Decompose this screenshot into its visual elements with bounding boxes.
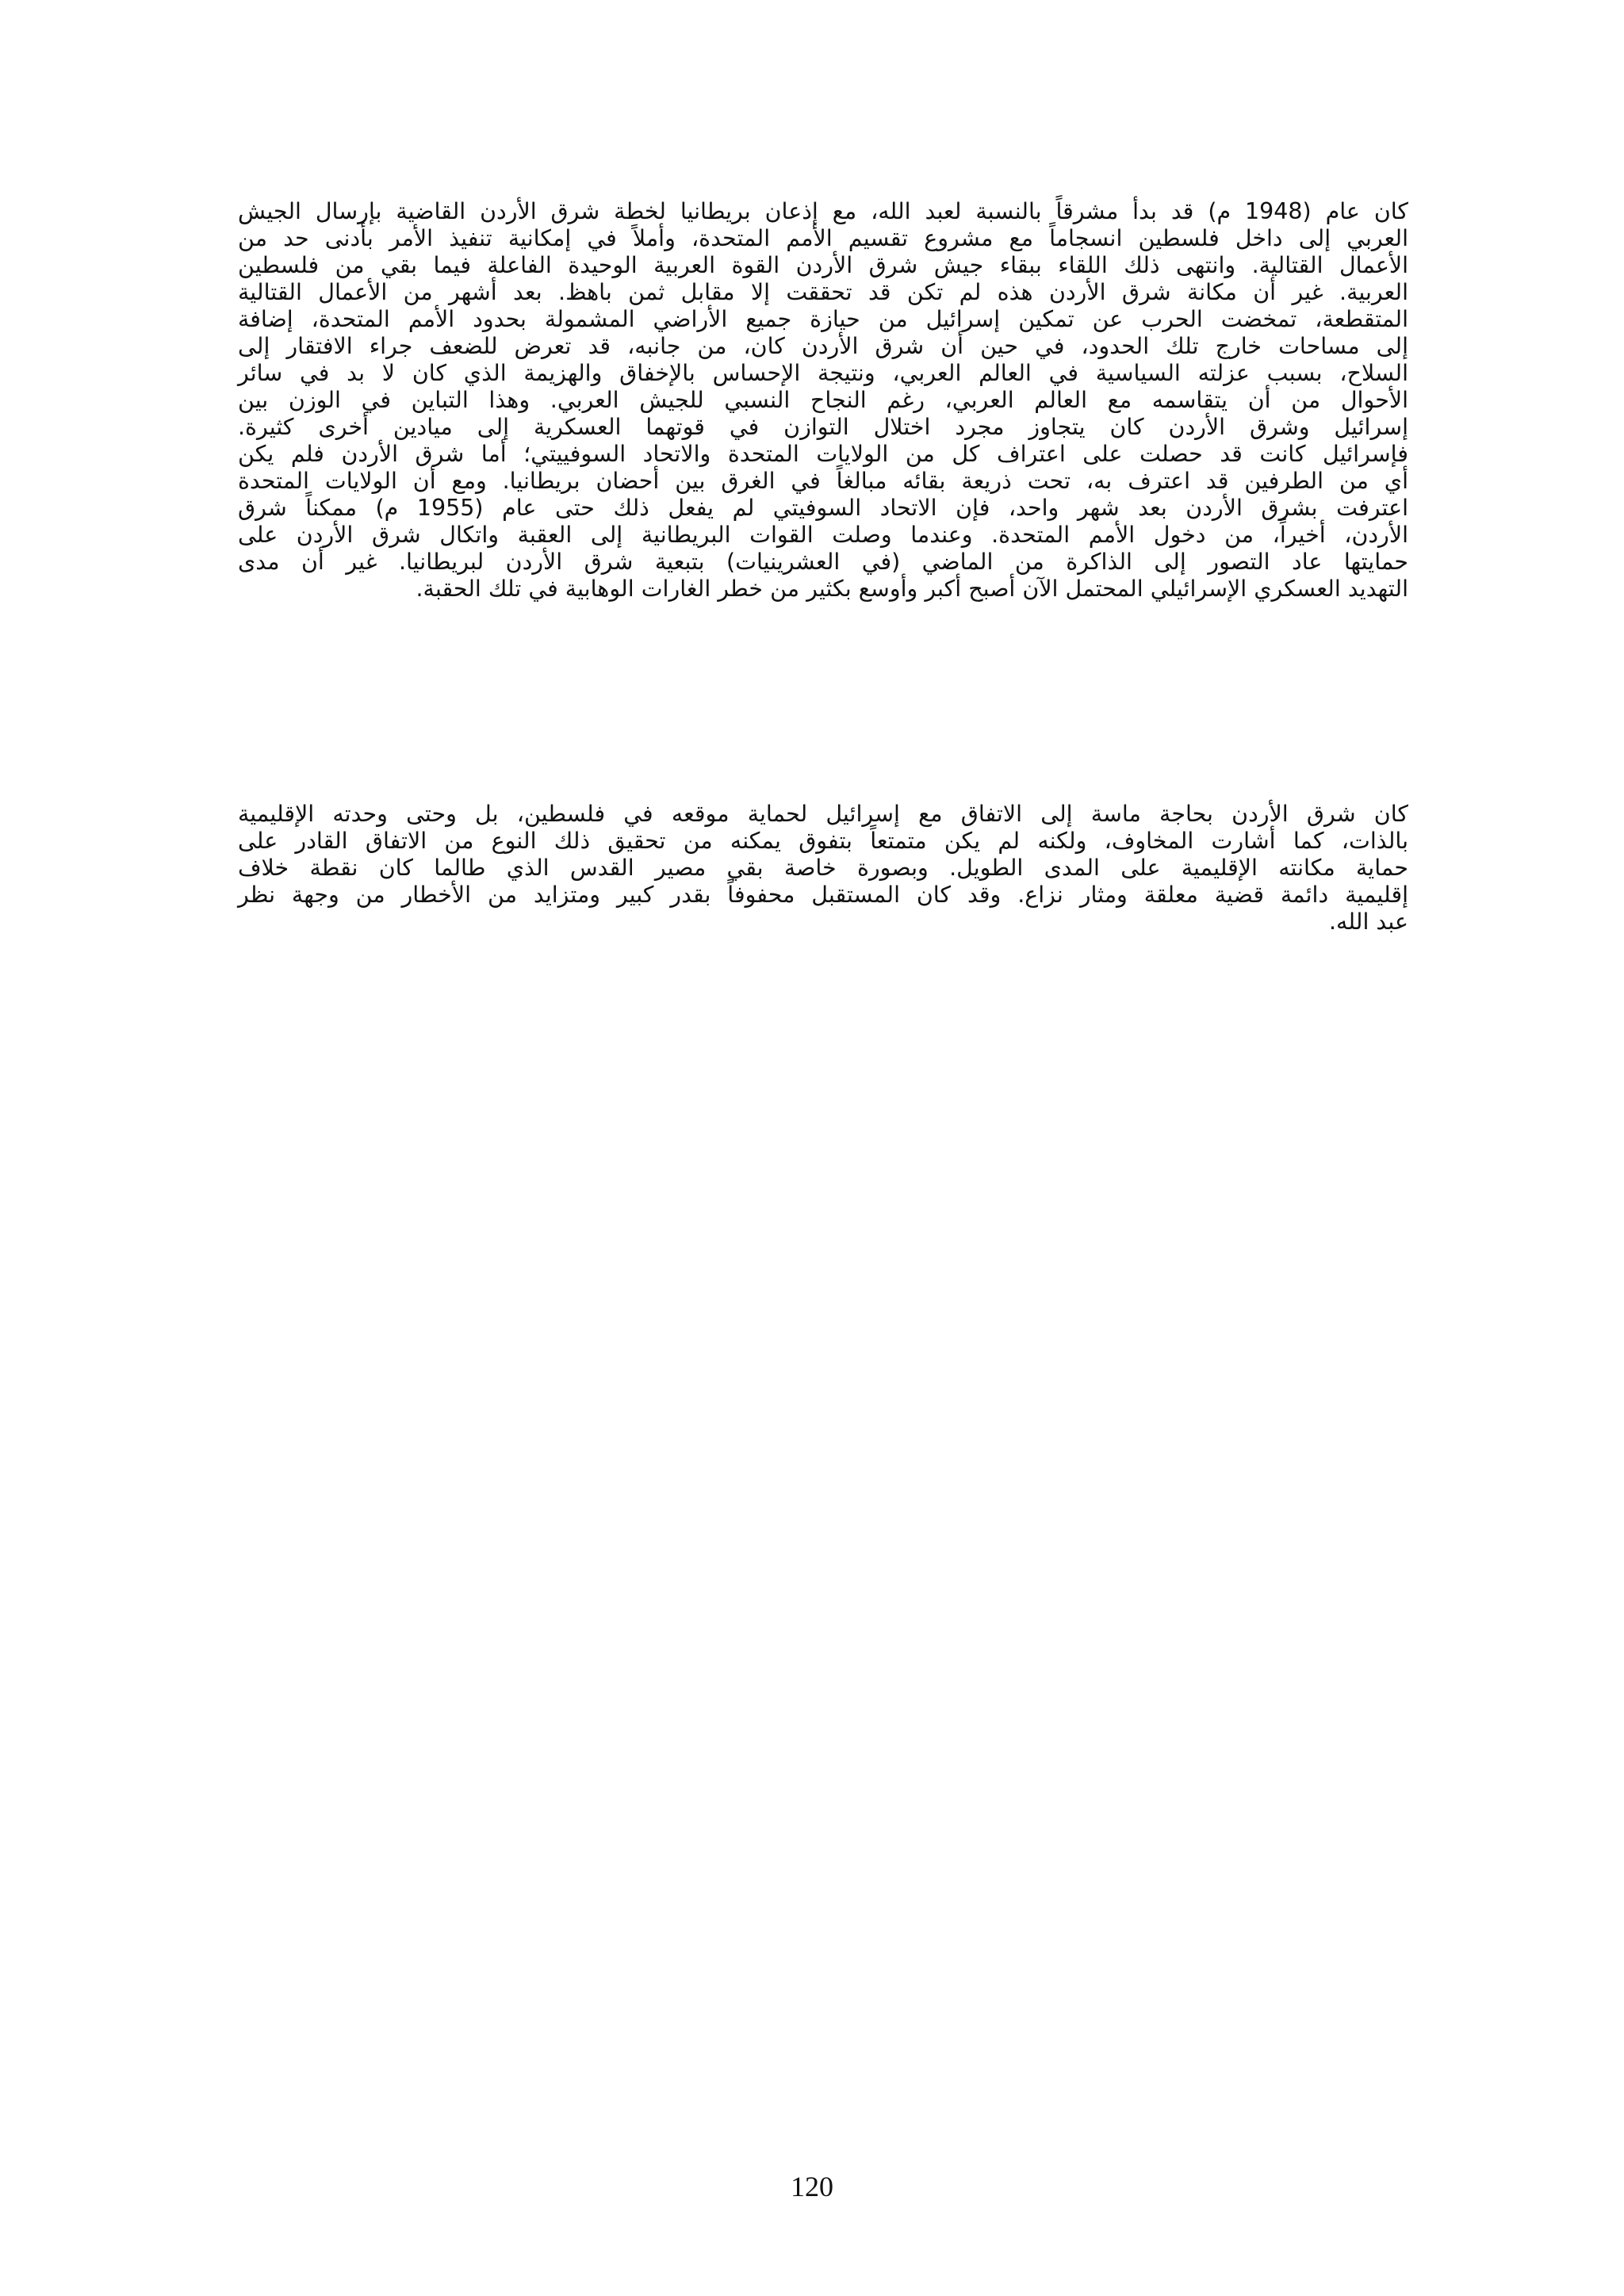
paragraph-line: الأحوال من أن يتقاسمه مع العالم العربي، رغم النجاح النسبي للجيش العربي. وهذا التباين في الوزن بين: [238, 387, 1408, 413]
paragraph-line: الأردن، أخيراً، من دخول الأمم المتحدة. وعندما وصلت القوات البريطانية إلى العقبة واتكال شرق الأردن على: [238, 522, 1408, 548]
paragraph-line: العربية. غير أن مكانة شرق الأردن هذه لم تكن قد تحققت إلا مقابل ثمن باهظ. بعد أشهر من الأعمال القتالية: [238, 279, 1408, 305]
paragraph-line: إسرائيل وشرق الأردن كان يتجاوز مجرد اختلال التوازن في قوتهما العسكرية إلى ميادين أخرى كثيرة.: [238, 414, 1408, 440]
page-number: 120: [791, 2171, 833, 2202]
paragraph-line: إقليمية دائمة قضية معلقة ومثار نزاع. وقد كان المستقبل محفوفاً بقدر كبير ومتزايد من الأخطار من وجهة نظر: [238, 882, 1408, 908]
body-paragraph-2: [238, 801, 1408, 936]
paragraph-line: حماية مكانته الإقليمية على المدى الطويل. وبصورة خاصة بقي مصير القدس الذي طالما كان نقطة خلاف: [238, 855, 1408, 881]
body-paragraph-1: [238, 198, 1408, 603]
paragraph-line: إلى مساحات خارج تلك الحدود، في حين أن شرق الأردن كان، من جانبه، قد تعرض للضعف جراء الافتقار إلى: [238, 333, 1408, 359]
paragraph-line: كان شرق الأردن بحاجة ماسة إلى الاتفاق مع إسرائيل لحماية موقعه في فلسطين، بل وحتى وحدته الإقليمية: [238, 801, 1408, 827]
paragraph-line: بالذات، كما أشارت المخاوف، ولكنه لم يكن متمتعاً بتفوق يمكنه من تحقيق ذلك النوع من الاتفاق القادر على: [238, 828, 1408, 854]
paragraph-line: اعترفت بشرق الأردن بعد شهر واحد، فإن الاتحاد السوفيتي لم يفعل ذلك حتى عام (1955 م) ممكناً شرق: [238, 495, 1408, 521]
paragraph-line: عبد الله.: [1328, 909, 1408, 935]
paragraph-line: فإسرائيل كانت قد حصلت على اعتراف كل من الولايات المتحدة والاتحاد السوفييتي؛ أما شرق الأردن فلم يكن: [238, 441, 1408, 467]
paragraph-line: كان عام (1948 م) قد بدأ مشرقاً بالنسبة لعبد الله، مع إذعان بريطانيا لخطة شرق الأردن القاضية بإرسال الجيش: [238, 198, 1408, 224]
paragraph-line: المتقطعة، تمخضت الحرب عن تمكين إسرائيل من حيازة جميع الأراضي المشمولة بحدود الأمم المتحدة، إضافة: [238, 306, 1408, 332]
paragraph-line: أي من الطرفين قد اعترف به، تحت ذريعة بقائه مبالغاً في الغرق بين أحضان بريطانيا. ومع أن الولايات المتحدة: [238, 468, 1408, 494]
paragraph-line: السلاح، بسبب عزلته السياسية في العالم العربي، ونتيجة الإحساس بالإخفاق والهزيمة الذي كان لا بد في سائر: [238, 360, 1408, 386]
paragraph-line: الأعمال القتالية. وانتهى ذلك اللقاء ببقاء جيش شرق الأردن القوة العربية الوحيدة الفاعلة فيما بقي من فلسطين: [238, 252, 1408, 278]
paragraph-line: حمايتها عاد التصور إلى الذاكرة من الماضي (في العشرينيات) بتبعية شرق الأردن لبريطانيا. غير أن مدى: [238, 549, 1408, 575]
paragraph-line: العربي إلى داخل فلسطين انسجاماً مع مشروع تقسيم الأمم المتحدة، وأملاً في إمكانية تنفيذ الأمر بأدنى حد من: [238, 225, 1408, 251]
paragraph-line: التهديد العسكري الإسرائيلي المحتمل الآن أصبح أكبر وأوسع بكثير من خطر الغارات الوهابية في تلك الحقبة.: [416, 576, 1408, 602]
